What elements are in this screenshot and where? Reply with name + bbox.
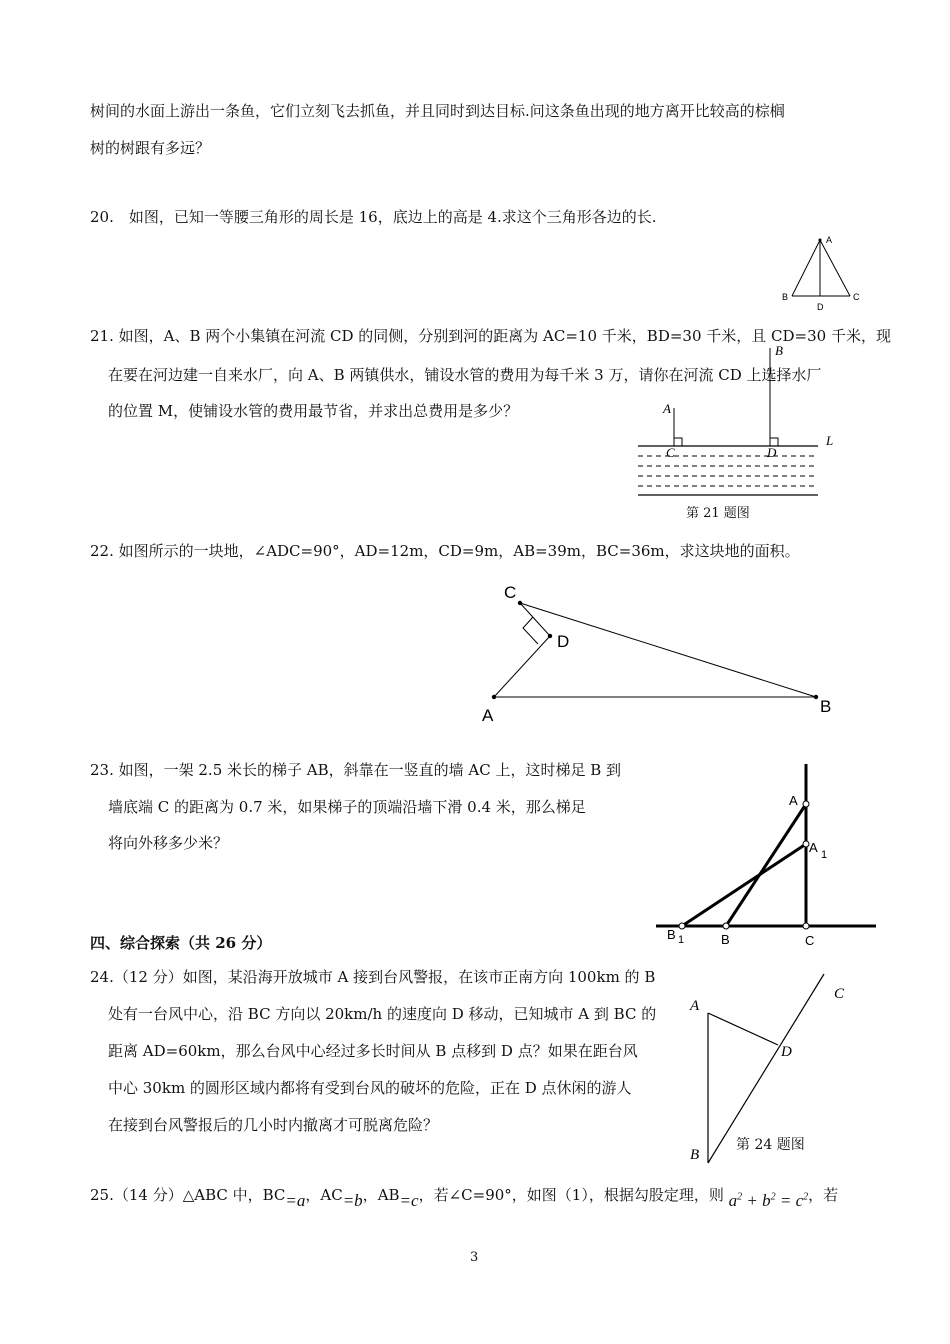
q23-label-b: B: [721, 932, 730, 947]
q21-river-figure: [630, 340, 850, 500]
q21-label-c: C: [666, 445, 675, 460]
q22-label-b: B: [820, 697, 832, 716]
q21-caption: 第 21 题图: [686, 506, 750, 521]
q24-line-5: 在接到台风警报后的几小时内撤离才可脱离危险？: [108, 1116, 439, 1134]
q23-label-b1-sub: 1: [678, 934, 685, 946]
q24-line-1: 24.（12 分）如图，某沿海开放城市 A 接到台风警报，在该市正南方向 100km 的 B: [90, 968, 656, 986]
q19-line-1: 树间的水面上游出一条鱼，它们立刻飞去抓鱼，并且同时到达目标.问这条鱼出现的地方离开比较高的棕榈: [90, 102, 785, 120]
q24-caption: 第 24 题图: [736, 1137, 805, 1153]
q21-label-b: B: [775, 343, 783, 358]
q25-sup-c: 2: [803, 1191, 809, 1203]
q25-part-4: ，若∠C=90°，如图（1），根据勾股定理，则: [418, 1186, 724, 1204]
q23-ladder-figure: [650, 760, 890, 960]
q24-line-2: 处有一台风中心，沿 BC 方向以 20km/h 的速度向 D 移动，已知城市 A 到 BC 的: [108, 1005, 657, 1023]
q21-line-2: 在要在河边建一自来水厂，向 A、B 两镇供水，铺设水管的费用为每千米 3 万，请你在河流 CD 上选择水厂: [108, 366, 822, 384]
q25-part-2: ，AC: [305, 1186, 343, 1204]
q25-eq-b: =b: [342, 1191, 363, 1210]
q19-line-2: 树的树跟有多远？: [90, 139, 211, 157]
q21-line-1: 21. 如图，A、B 两个小集镇在河流 CD 的同侧，分别到河的距离为 AC=10 千米，BD=30 千米，且 CD=30 千米，现: [90, 327, 891, 345]
q20-text: 20. 如图，已知一等腰三角形的周长是 16，底边上的高是 4.求这个三角形各边的长.: [90, 208, 657, 226]
q21-label-l: L: [826, 433, 834, 448]
q21-label-d: D: [767, 445, 777, 460]
q24-line-4: 中心 30km 的圆形区域内都将有受到台风的破坏的危险，正在 D 点休闲的游人: [108, 1079, 632, 1097]
q25-eq-a: =a: [285, 1191, 306, 1210]
q22-label-d: D: [557, 632, 570, 651]
q23-line-1: 23. 如图，一架 2.5 米长的梯子 AB，斜靠在一竖直的墙 AC 上，这时梯足 B 到: [90, 761, 622, 779]
q21-label-a: A: [663, 401, 671, 416]
q23-label-a1-sub: 1: [821, 849, 828, 861]
q20-label-a: A: [826, 235, 833, 245]
q25-formula-plus-b: + b: [746, 1191, 771, 1210]
q25-sup-a: 2: [737, 1191, 743, 1203]
q24-label-b: B: [690, 1147, 700, 1163]
section-4-title: 四、综合探索（共 26 分）: [90, 934, 272, 952]
q21-line-3: 的位置 M，使铺设水管的费用最节省，并求出总费用是多少？: [108, 402, 519, 420]
q25-eq-c: =c: [399, 1191, 419, 1210]
q20-label-b: B: [782, 292, 789, 302]
q22-quadrilateral-figure: [470, 580, 850, 730]
q25-part-1: 25.（14 分）△ABC 中，BC: [90, 1186, 286, 1204]
q22-label-c: C: [504, 583, 517, 602]
q23-label-b1: B: [667, 927, 676, 942]
q23-label-a1: A: [809, 840, 818, 855]
q20-label-c: C: [853, 292, 860, 302]
q20-label-d: D: [817, 302, 824, 312]
q24-line-3: 距离 AD=60km，那么台风中心经过多长时间从 B 点移到 D 点？如果在距台风: [108, 1042, 638, 1060]
q23-line-3: 将向外移多少米？: [108, 834, 229, 852]
q23-line-2: 墙底端 C 的距离为 0.7 米，如果梯子的顶端沿墙下滑 0.4 米，那么梯足: [108, 798, 586, 816]
q25-part-5: ，若: [808, 1186, 839, 1204]
page-number: 3: [470, 1250, 479, 1265]
q25-sup-b: 2: [770, 1191, 776, 1203]
q25-text: [90, 1184, 839, 1210]
q23-label-c: C: [805, 933, 815, 948]
q25-pythagorean-formula: [729, 1191, 809, 1210]
q23-label-a: A: [789, 793, 798, 808]
q20-isosceles-triangle-figure: [778, 232, 868, 312]
q24-label-d: D: [781, 1044, 792, 1060]
q24-label-a: A: [690, 998, 700, 1014]
q22-label-a: A: [482, 706, 494, 725]
q25-formula-eq-c: = c: [779, 1191, 804, 1210]
q25-formula-a: a: [728, 1191, 738, 1210]
q24-label-c: C: [834, 986, 845, 1002]
q22-text: 22. 如图所示的一块地，∠ADC=90°，AD=12m，CD=9m，AB=39m，BC=36m，求这块地的面积。: [90, 542, 800, 560]
q25-part-3: ，AB: [362, 1186, 400, 1204]
